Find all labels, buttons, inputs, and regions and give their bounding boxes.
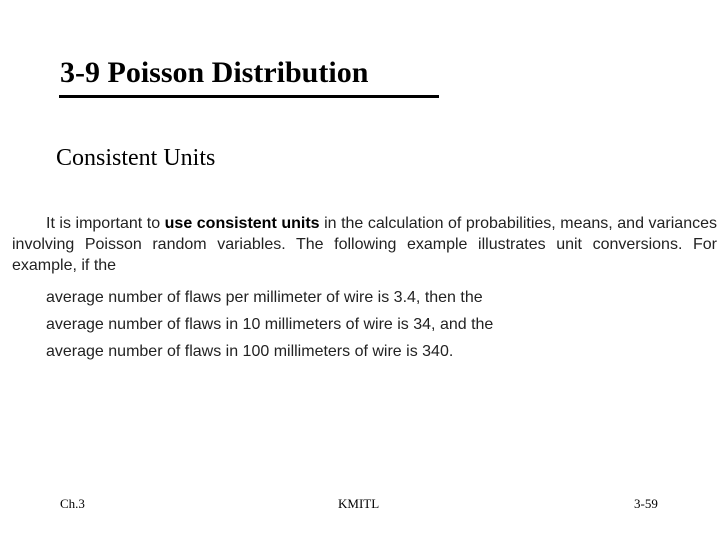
- paragraph-text-start: It is important to: [46, 215, 165, 232]
- example-line-3: average number of flaws in 100 millimeters of wire is 340.: [46, 343, 454, 360]
- body-paragraph: [12, 213, 717, 276]
- section-heading: Consistent Units: [56, 145, 216, 171]
- title-underline: [59, 95, 439, 98]
- paragraph-emphasis: use consistent units: [164, 215, 320, 232]
- paragraph-text-end: in the calculation of probabilities, means, and variances involving Poisson random variables. The following example illustrates unit conversions. For example, if the: [12, 215, 717, 274]
- slide-title: 3-9 Poisson Distribution: [60, 56, 369, 89]
- footer-chapter: Ch.3: [60, 496, 85, 511]
- example-line-2: average number of flaws in 10 millimeters of wire is 34, and the: [46, 316, 494, 333]
- footer-slide-number: 3-59: [634, 496, 658, 511]
- footer-institution: KMITL: [338, 496, 380, 511]
- example-line-1: average number of flaws per millimeter of wire is 3.4, then the: [46, 289, 483, 306]
